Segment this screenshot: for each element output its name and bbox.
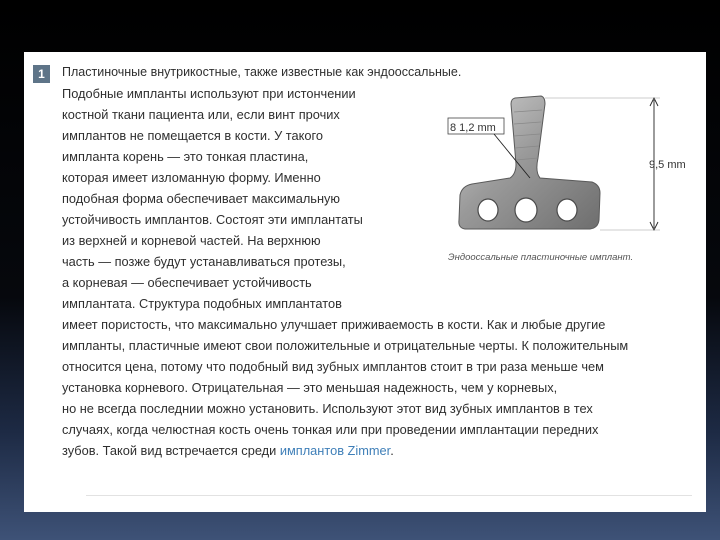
text-fragment: зубов. Такой вид встречается среди (62, 443, 280, 458)
text-line: имплантата. Структура подобных имплантатов (62, 296, 342, 311)
figure-caption: Эндооссальные пластиночные имплант. (448, 252, 634, 263)
text-line: которая имеет изломанную форму. Именно (62, 170, 321, 185)
text-line: из верхней и корневой частей. На верхнюю (62, 233, 321, 248)
text-line: относится цена, потому что подобный вид зубных имплантов стоит в три раза меньше чем (62, 359, 604, 374)
heading-line: Пластиночные внутрикостные, также известные как эндооссальные. (62, 65, 462, 79)
thickness-label: 8 1,2 mm (450, 122, 496, 134)
plate-hole (515, 198, 537, 222)
text-line: устойчивость имплантов. Состоят эти имплантаты (62, 212, 363, 227)
text-line: имплантов не помещается в кости. У такого (62, 128, 323, 143)
zimmer-implants-link[interactable]: имплантов Zimmer (279, 443, 391, 458)
implant-illustration (414, 92, 686, 274)
text-line: подобная форма обеспечивает максимальную (62, 191, 341, 206)
text-line: костной ткани пациента или, если винт прочих (62, 107, 340, 122)
text-line: но не всегда последнии можно установить. Используют этот вид зубных имплантов в тех (62, 401, 593, 416)
text-line: установка корневого. Отрицательная — это меньшая надежность, чем у корневых, (62, 380, 558, 395)
text-line: случаях, когда челюстная кость очень тонкая или при проведении имплантации передних (62, 422, 599, 437)
text-line-last (62, 440, 692, 461)
document-page (24, 52, 706, 512)
plate-hole (478, 199, 498, 221)
text-line: имеет пористость, что максимально улучшает приживаемость в кости. Как и любые другие (62, 317, 606, 332)
text-line: а корневая — обеспечивает устойчивость (62, 275, 312, 290)
text-line: Подобные импланты используют при истончении (62, 86, 356, 101)
plate-hole (557, 199, 577, 221)
divider (86, 495, 692, 496)
text-line: импланты, пластичные имеют свои положительные и отрицательные черты. К положительным (62, 338, 629, 353)
text-line: импланта корень — это тонкая пластина, (62, 149, 309, 164)
implant-figure (414, 92, 686, 274)
height-label: 9,5 mm (649, 159, 686, 171)
text-line: часть — позже будут устанавливаться протезы, (62, 254, 346, 269)
text-fragment: . (390, 443, 394, 458)
slide-number-badge: 1 (33, 65, 50, 83)
